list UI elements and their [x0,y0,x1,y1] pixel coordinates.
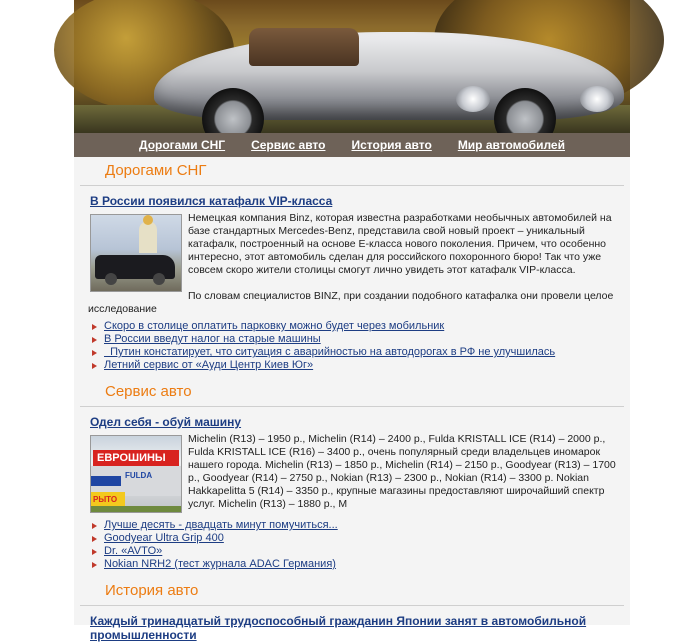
related-links [90,320,630,372]
related-link[interactable]: Goodyear Ultra Grip 400 [104,532,224,544]
list-item [90,333,630,346]
bullet-icon [92,363,97,369]
top-nav [74,133,630,157]
list-item [90,359,630,372]
article-body: Michelin (R13) – 1950 р., Michelin (R14) – 2400 р., Fulda KRISTALL ICE (R14) – 2000 р., Fulda KRISTALL ICE (R16) – 3400 р., очень популярный среди владельцев иномарок нашего города. Michelin (R13) – 1850 р., Michelin (R14) – 2150 р., Goodyear (R13) – 1700 р., Goodyear (R14) – 2750 р., Nokian (R13) – 2300 р., Nokian (R14) – 3300 р. Nokian Hakkapelitta 5 (R14) – 3350 р., крупные магазины предоставляют широчайший спектр услуг. Michelin (R13) – 1880 р., М [188,433,616,510]
related-link[interactable]: Путин констатирует, что ситуация с аварийностью на автодорогах в РФ не улучшилась [104,346,556,358]
section-title: Сервис авто [105,383,192,400]
bullet-icon [92,549,97,555]
bullet-icon [92,523,97,529]
bullet-icon [92,337,97,343]
list-item [90,519,630,532]
left-margin [0,0,74,625]
section-header [80,157,624,186]
right-margin [630,0,700,625]
section-title: История авто [105,582,199,599]
bullet-icon [92,536,97,542]
content [74,157,630,642]
related-links [90,519,630,571]
list-item [90,532,630,545]
list-item [90,545,630,558]
article-title[interactable]: Каждый тринадцатый трудоспособный гражданин Японии занят в автомобильной промышленности [90,614,587,642]
related-link[interactable]: Dr. «AVTO» [104,545,163,557]
bullet-icon [92,562,97,568]
thumb-sign-text: ЕВРОШИНЫ [97,452,166,464]
article-body-continued: По словам специалистов BINZ, при создании подобного катафалка они провели целое исследование [88,290,614,315]
thumb-fulda-text: FULDA [125,471,153,480]
related-link[interactable]: Скоро в столице оплатить парковку можно будет через мобильник [104,320,445,332]
related-link[interactable]: В России введут налог на старые машины [104,333,321,345]
nav-item-dorogami-sng[interactable]: Дорогами СНГ [139,138,226,152]
thumb-auto-text: РЫТО [93,495,118,504]
related-link[interactable]: Летний сервис от «Ауди Центр Киев Юг» [104,359,314,371]
related-link[interactable]: Nokian NRH2 (тест журнала ADAC Германия) [104,558,336,570]
article-title[interactable]: В России появился катафалк VIP-класса [90,194,333,208]
section-header [80,378,624,407]
header-car-photo [74,0,630,133]
article-body: Немецкая компания Binz, которая известна разработками необычных автомобилей на базе стандартных Mercedes-Benz, представила свой новый проект – уникальный катафалк, построенный на основе E-класса нового поколения. Причем, что особенно интересно, этот автомобиль сделан для российского похоронного бюро! Так что уже совсем скоро жители столицы смогут лично увидеть этот катафалк VIP-класса. [188,212,612,276]
section-header [80,577,624,606]
related-link[interactable]: Лучше десять - двадцать минут помучиться... [104,519,338,531]
main-column [74,0,630,642]
article-image[interactable] [90,435,182,513]
list-item [90,320,630,333]
article-image[interactable] [90,214,182,292]
list-item [90,346,630,359]
nav-item-mir-avtomobiley[interactable]: Мир автомобилей [457,138,565,152]
nav-item-istoriya-avto[interactable]: История авто [351,138,432,152]
bullet-icon [92,350,97,356]
article-title[interactable]: Одел себя - обуй машину [90,415,242,429]
article [88,433,620,515]
bullet-icon [92,324,97,330]
nav-item-servis-avto[interactable]: Сервис авто [251,138,326,152]
section-title: Дорогами СНГ [105,162,207,179]
list-item [90,558,630,571]
article [88,212,620,316]
